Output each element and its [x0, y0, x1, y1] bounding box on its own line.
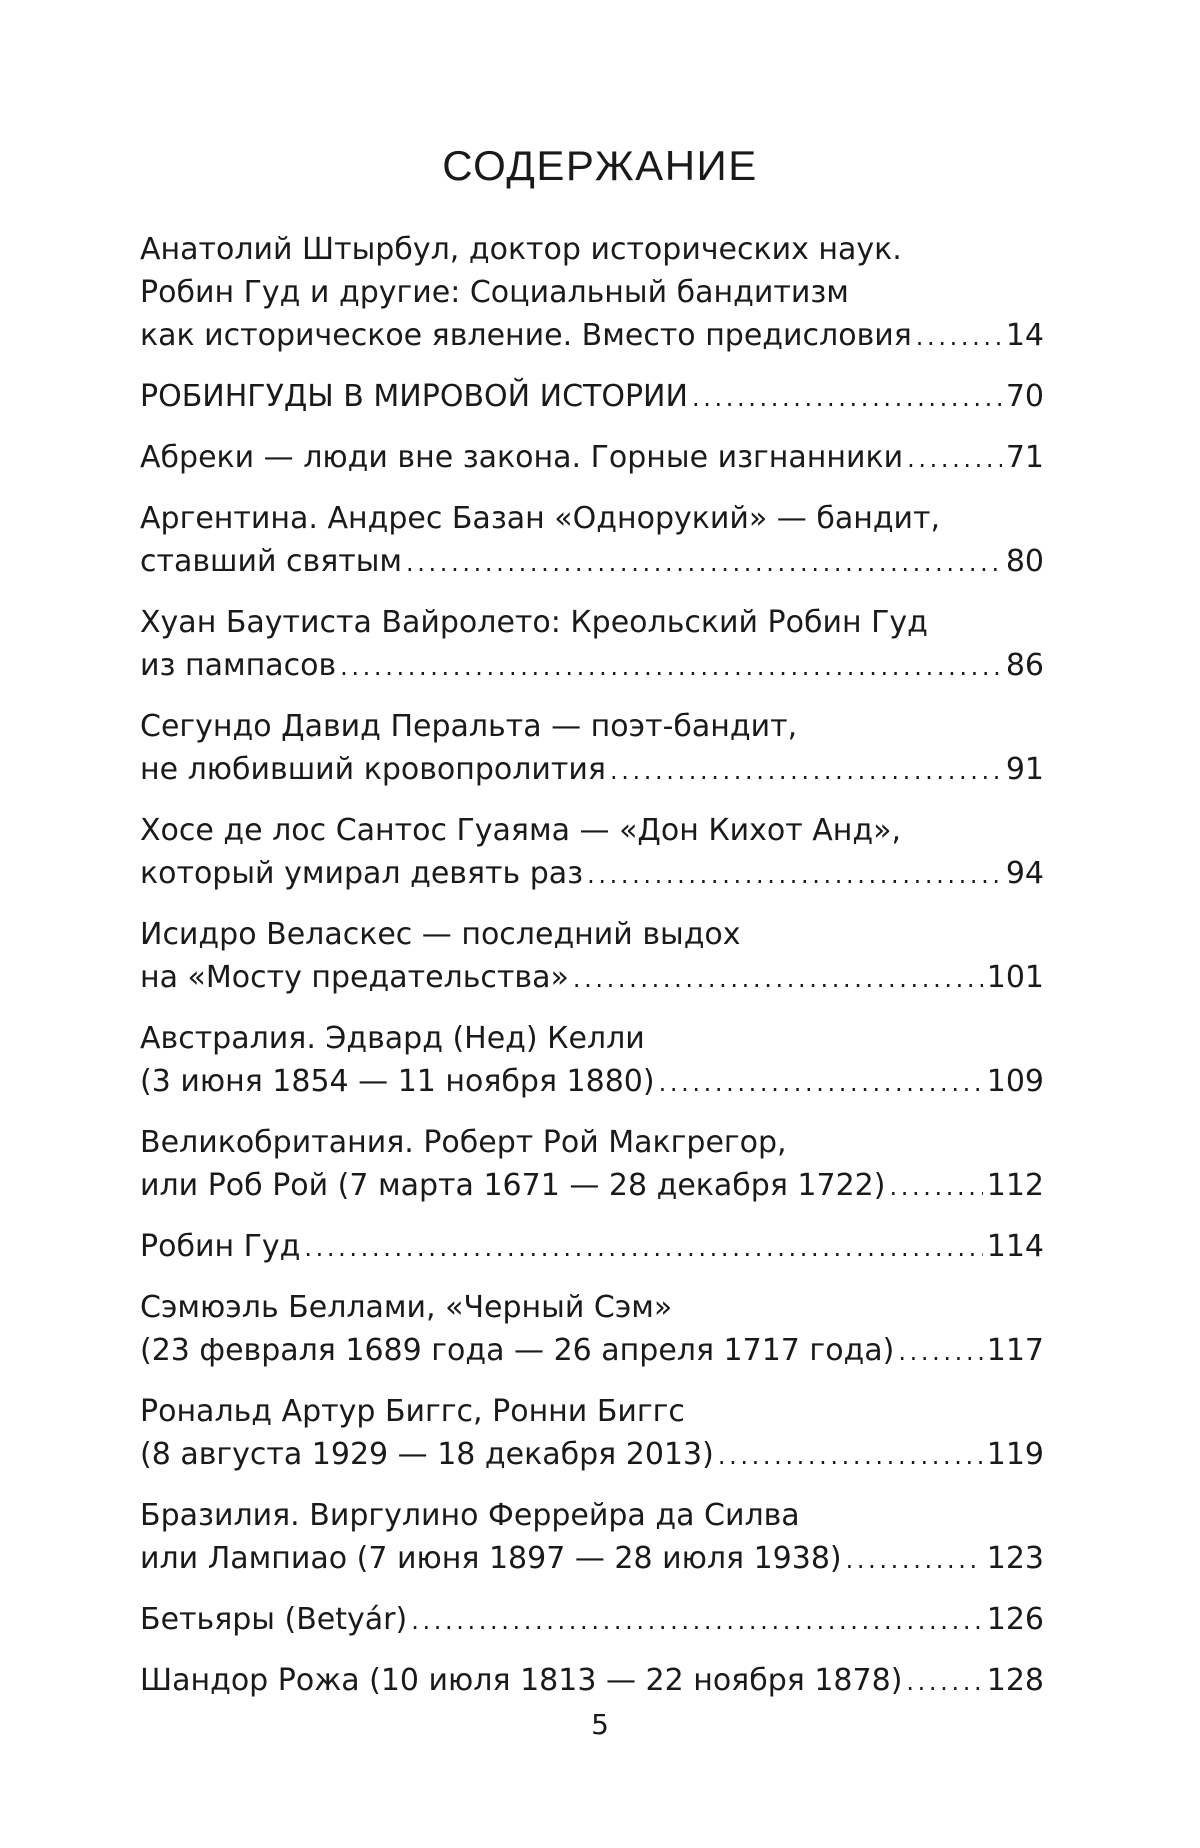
toc-entry [140, 1286, 1044, 1374]
dot-leader [692, 375, 1002, 420]
toc-entry-last-line [140, 375, 1044, 420]
toc-entry [140, 601, 1044, 689]
toc-entry [140, 1225, 1044, 1270]
toc-entry-line: Сэмюэль Беллами, «Черный Сэм» [140, 1290, 673, 1325]
toc-entry-line: или Роб Рой (7 марта 1671 — 28 декабря 1722) [140, 1168, 886, 1203]
toc-entry [140, 228, 1044, 359]
toc-entry-line: Хосе де лос Сантос Гуаяма — «Дон Кихот Анд», [140, 813, 902, 848]
table-of-contents [140, 228, 1044, 1720]
toc-entry-line: не любивший кровопролития [140, 752, 606, 787]
toc-entry-line: Шандор Рожа (10 июля 1813 — 22 ноября 1878) [140, 1663, 903, 1698]
page-title: СОДЕРЖАНИЕ [442, 142, 758, 189]
toc-entry-line: Австралия. Эдвард (Нед) Келли [140, 1021, 645, 1056]
dot-leader [916, 314, 1002, 359]
toc-entry-page: 91 [1005, 752, 1044, 787]
dot-leader [406, 540, 1002, 585]
toc-entry [140, 1494, 1044, 1582]
toc-entry [140, 497, 1044, 585]
toc-entry-last-line [140, 1329, 1044, 1374]
toc-entry-last-line [140, 436, 1044, 481]
toc-entry-page: 126 [986, 1602, 1044, 1637]
toc-entry-line: из пампасов [140, 648, 337, 683]
toc-entry-last-line [140, 1659, 1044, 1704]
toc-entry-line: Аргентина. Андрес Базан «Однорукий» — бандит, [140, 501, 941, 536]
dot-leader [411, 1598, 983, 1643]
toc-entry [140, 1121, 1044, 1209]
toc-entry-page: 117 [986, 1333, 1044, 1368]
toc-entry-line: который умирал девять раз [140, 856, 584, 891]
toc-entry-last-line [140, 1225, 1044, 1270]
toc-entry-last-line [140, 644, 1044, 689]
dot-leader [898, 1329, 982, 1374]
toc-entry-line: (8 августа 1929 — 18 декабря 2013) [140, 1437, 714, 1472]
dot-leader [610, 748, 1002, 793]
toc-entry-line: как историческое явление. Вместо предисловия [140, 318, 912, 353]
toc-entry-line: на «Мосту предательства» [140, 960, 569, 995]
toc-entry-line: Сегундо Давид Перальта — поэт-бандит, [140, 709, 798, 744]
dot-leader [846, 1537, 983, 1582]
toc-entry-last-line [140, 748, 1044, 793]
dot-leader [718, 1433, 983, 1478]
toc-entry-page: 109 [986, 1064, 1044, 1099]
toc-entry-line: Великобритания. Роберт Рой Макгрегор, [140, 1125, 787, 1160]
toc-entry [140, 436, 1044, 481]
toc-entry-last-line [140, 1433, 1044, 1478]
toc-entry-line: РОБИНГУДЫ В МИРОВОЙ ИСТОРИИ [140, 379, 688, 414]
toc-entry-line: Анатолий Штырбул, доктор исторических наук. [140, 232, 902, 267]
toc-entry [140, 809, 1044, 897]
dot-leader [573, 956, 983, 1001]
page-number: 5 [591, 1708, 609, 1741]
toc-entry [140, 375, 1044, 420]
toc-entry-page: 86 [1005, 648, 1044, 683]
toc-entry-line: Абреки — люди вне закона. Горные изгнанники [140, 440, 904, 475]
toc-entry-last-line [140, 540, 1044, 585]
toc-entry [140, 1659, 1044, 1704]
toc-entry-page: 94 [1005, 856, 1044, 891]
toc-entry-last-line [140, 1598, 1044, 1643]
toc-entry-page: 119 [986, 1437, 1044, 1472]
dot-leader [304, 1225, 982, 1270]
toc-entry-page: 14 [1005, 318, 1044, 353]
toc-entry-line: Исидро Веласкес — последний выдох [140, 917, 741, 952]
toc-entry-page: 70 [1005, 379, 1044, 414]
dot-leader [340, 644, 1002, 689]
dot-leader [659, 1060, 983, 1105]
toc-entry-line: Робин Гуд [140, 1229, 301, 1264]
toc-entry-line: Бразилия. Виргулино Феррейра да Силва [140, 1498, 800, 1533]
toc-entry-line: ставший святым [140, 544, 403, 579]
toc-entry-page: 114 [986, 1229, 1044, 1264]
toc-entry-line: (23 февраля 1689 года — 26 апреля 1717 года) [140, 1333, 895, 1368]
toc-entry [140, 1390, 1044, 1478]
toc-entry [140, 913, 1044, 1001]
toc-entry-page: 123 [986, 1541, 1044, 1576]
toc-entry-last-line [140, 1164, 1044, 1209]
toc-entry-line: (3 июня 1854 — 11 ноября 1880) [140, 1064, 655, 1099]
toc-entry-page: 101 [986, 960, 1044, 995]
toc-entry [140, 1017, 1044, 1105]
toc-entry-last-line [140, 956, 1044, 1001]
toc-entry-page: 71 [1005, 440, 1044, 475]
dot-leader [587, 852, 1002, 897]
toc-entry-last-line [140, 314, 1044, 359]
toc-entry-page: 128 [986, 1663, 1044, 1698]
toc-entry-page: 112 [986, 1168, 1044, 1203]
toc-entry-last-line [140, 1060, 1044, 1105]
toc-entry-line: Хуан Баутиста Вайролето: Креольский Робин Гуд [140, 605, 928, 640]
toc-entry-line: или Лампиао (7 июня 1897 — 28 июля 1938) [140, 1541, 842, 1576]
toc-entry-last-line [140, 1537, 1044, 1582]
toc-entry-line: Робин Гуд и другие: Социальный бандитизм [140, 275, 849, 310]
toc-entry-last-line [140, 852, 1044, 897]
toc-entry [140, 705, 1044, 793]
toc-entry [140, 1598, 1044, 1643]
dot-leader [889, 1164, 982, 1209]
dot-leader [907, 436, 1002, 481]
toc-entry-line: Рональд Артур Биггс, Ронни Биггс [140, 1394, 685, 1429]
toc-entry-line: Бетьяры (Betyár) [140, 1602, 408, 1637]
toc-entry-page: 80 [1005, 544, 1044, 579]
dot-leader [906, 1659, 982, 1704]
